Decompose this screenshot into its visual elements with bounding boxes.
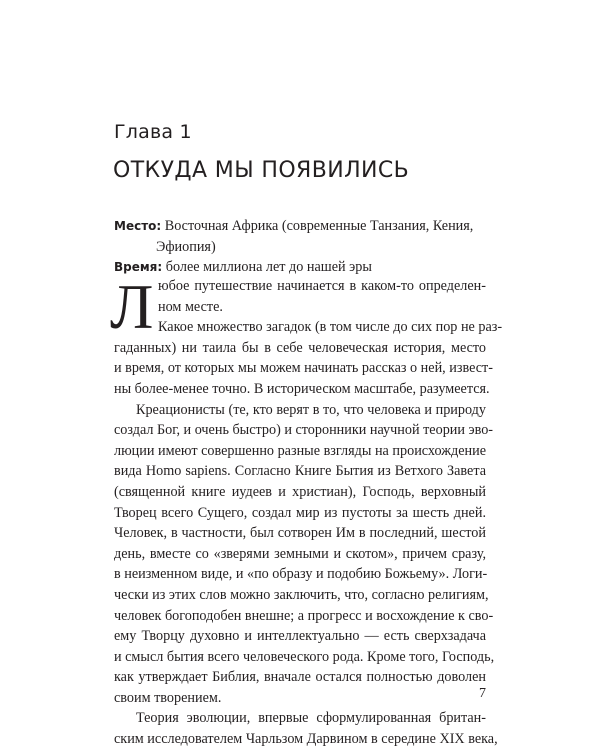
text-line: чески из этих слов можно заключить, что, согласно религиям, <box>114 586 489 603</box>
text-line: Творец всего Сущего, создал мир из пустоты за шесть дней. <box>114 504 486 521</box>
text-line: юбое путешествие начинается в каком-то определен- <box>158 278 486 294</box>
place-value: Восточная Африка (современные Танзания, Кения, <box>164 218 474 234</box>
text-line: Теория эволюции, впервые сформулированная британ- <box>136 710 486 727</box>
text-line: Человек, в частности, был сотворен Им в последний, шестой <box>114 525 486 542</box>
page-number: 7 <box>479 686 486 701</box>
text-line: вида Homo sapiens. Согласно Книге Бытия из Ветхого Завета <box>114 463 486 480</box>
place-label: Место: <box>114 219 162 233</box>
time-value: более миллиона лет до нашей эры <box>165 259 372 276</box>
text-line: в неизменном виде, и «по образу и подобию Божьему». Логи- <box>114 566 488 583</box>
text-line: Креационисты (те, кто верят в то, что человека и природу <box>136 401 486 418</box>
text-line: как утверждает Библия, вначале остался полностью доволен <box>114 669 486 686</box>
chapter-title: ОТКУДА МЫ ПОЯВИЛИСЬ <box>113 158 410 183</box>
chapter-label: Глава 1 <box>114 121 192 143</box>
text-line: день, вместе со «зверями земными и скотом», причем сразу, <box>114 545 486 562</box>
chapter-metadata <box>114 216 486 278</box>
place-line <box>114 216 486 237</box>
text-line: своим творением. <box>114 689 222 706</box>
drop-cap: Л <box>110 271 154 342</box>
text-line: Какое множество загадок (в том числе до сих пор не раз- <box>158 319 503 336</box>
text-line: ном месте. <box>158 298 223 315</box>
time-label: Время: <box>114 260 163 275</box>
text-line: человек богоподобен внешне; а прогресс и восхождение к сво- <box>114 607 494 624</box>
text-line: люции имеют совершенно разные взгляды на происхождение <box>114 442 486 459</box>
text-line: создал Бог, и очень быстро) и сторонники научной теории эво- <box>114 422 494 439</box>
place-value-continued: Эфиопия) <box>156 238 216 255</box>
text-line: ему Творцу духовно и интеллектуально — есть сверхзадача <box>114 628 486 645</box>
text-line: ны более-менее точно. В историческом масштабе, разумеется. <box>114 380 490 397</box>
text-line: и смысл бытия всего человеческого рода. Кроме того, Господь, <box>114 648 495 665</box>
text-line: ским исследователем Чарльзом Дарвином в середине XIX века, <box>114 731 498 748</box>
text-line: гаданных) ни таила бы в себе человеческая история, место <box>114 339 486 356</box>
body-text <box>110 271 503 750</box>
time-line <box>114 257 486 278</box>
text-line: и время, от которых мы можем начинать рассказ о ней, извест- <box>114 360 493 377</box>
text-line: (священной книге иудеев и христиан), Господь, верховный <box>114 483 486 500</box>
